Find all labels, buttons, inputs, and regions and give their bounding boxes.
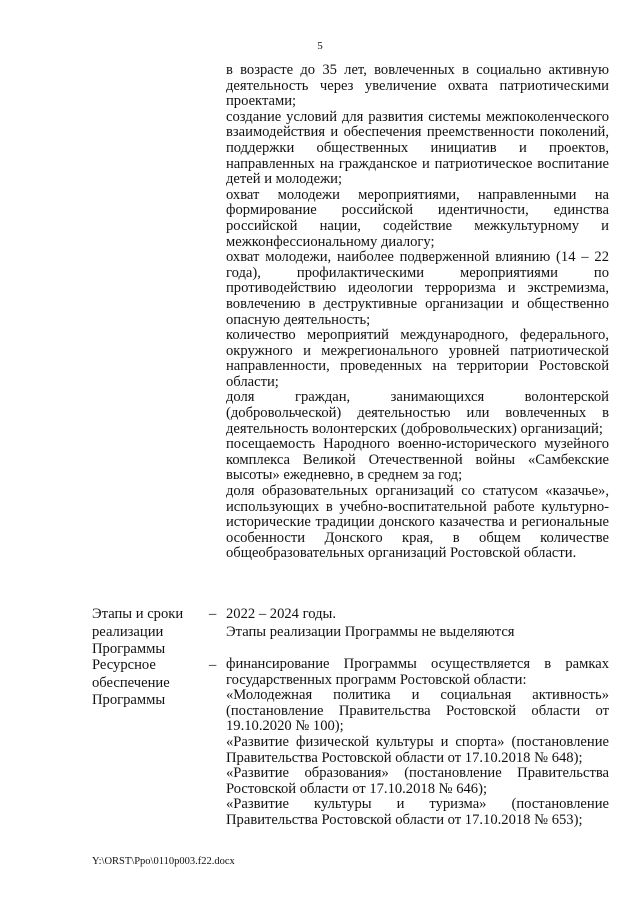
indicator-item: количество мероприятий международного, федерального, окружного и межрегионального уровней патриотической направленности, проведенных на территории Ростовской области; (226, 327, 609, 390)
resources-value (226, 657, 609, 829)
page-number: 5 (317, 40, 323, 52)
resources-label: Ресурсное обеспечение Программы (92, 657, 170, 708)
stages-dash: – (209, 606, 217, 622)
indicator-item: создание условий для развития системы межпоколенческого взаимодействия и обеспечения преемственности поколений, поддержки общественных инициатив и проектов, направленных на гражданское и патриотическое воспитание детей и молодежи; (226, 108, 609, 188)
indicator-item: доля образовательных организаций со статусом «казачье», использующих в учебно-воспитательной работе культурно-исторические традиции донского казачества и региональные особенности Донского края, в общем количестве общеобразовательных организаций Ростовской области. (226, 483, 609, 562)
stages-label: Этапы и сроки реализации Программы (92, 606, 184, 657)
stages-note: Этапы реализации Программы не выделяются (226, 623, 515, 640)
stages-value (226, 606, 609, 641)
file-path-footer: Y:\ORST\Ppo\0110p003.f22.docx (92, 856, 235, 867)
resources-line: финансирование Программы осуществляется в рамках государственных программ Ростовской области: (226, 656, 609, 688)
indicator-item: доля граждан, занимающихся волонтерской (добровольческой) деятельностью или вовлеченных в деятельность волонтерских (добровольческих) организаций; (226, 389, 609, 437)
indicator-item: охват молодежи мероприятиями, направленными на формирование российской идентичности, единства российской нации, содействие межкультурному и межконфессиональному диалогу; (226, 186, 609, 250)
resources-dash: – (209, 657, 217, 673)
indicator-item: охват молодежи, наиболее подверженной влиянию (14 – 22 года), профилактическими мероприятиями по противодействию идеологии терроризма и экстремизма, вовлечению в деструктивные организации и общественно опасную деятельность; (226, 249, 609, 328)
resources-line: «Развитие образования» (постановление Правительства Ростовской области от 17.10.2018 № 646); (226, 765, 609, 797)
indicator-item: в возрасте до 35 лет, вовлеченных в социально активную деятельность через увеличение охвата патриотическими проектами; (226, 62, 609, 110)
resources-line: «Молодежная политика и социальная активность» (постановление Правительства Ростовской области от 19.10.2020 № 100); (226, 687, 609, 735)
indicator-item: посещаемость Народного военно-исторического музейного комплекса Великой Отечественной войны «Самбекские высоты» ежедневно, в среднем за год; (226, 436, 609, 484)
indicator-list (226, 63, 609, 562)
stages-period: 2022 – 2024 годы. (226, 606, 336, 622)
resources-line: «Развитие культуры и туризма» (постановление Правительства Ростовской области от 17.10.2018 № 653); (226, 796, 609, 828)
resources-line: «Развитие физической культуры и спорта» (постановление Правительства Ростовской области от 17.10.2018 № 648); (226, 733, 609, 766)
